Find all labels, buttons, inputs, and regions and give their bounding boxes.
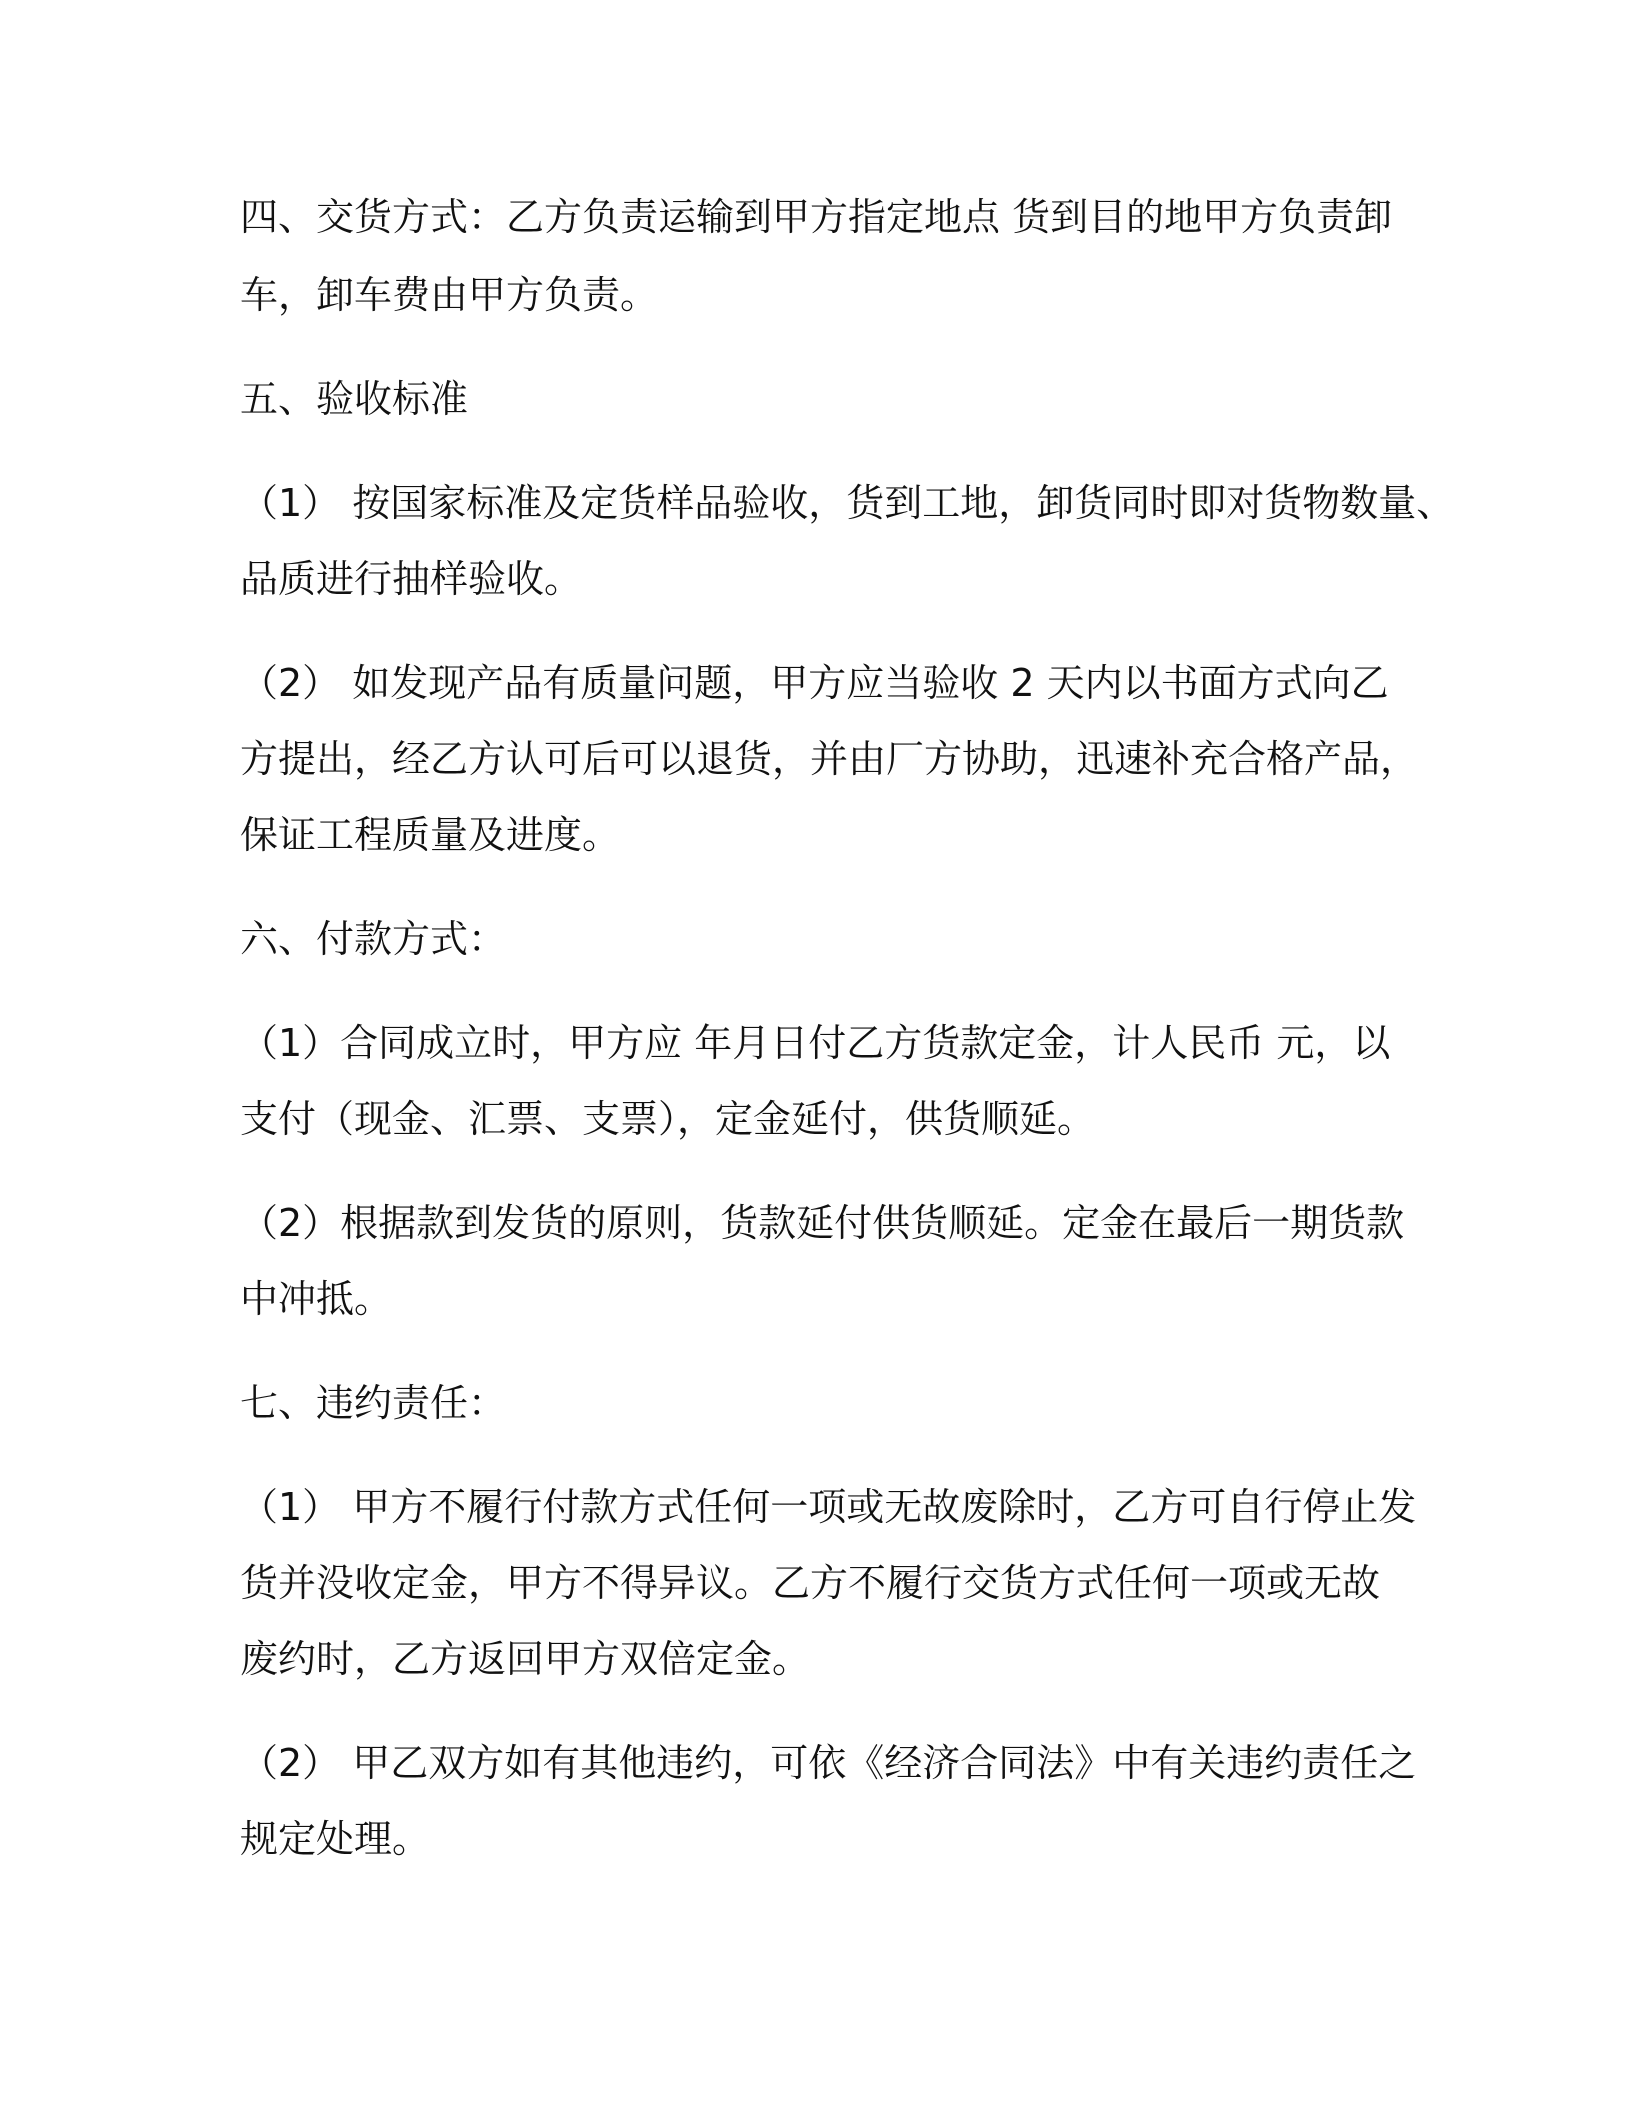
- section-5-heading: 五、验收标准: [240, 377, 469, 421]
- clause-5-1-line-1: （1） 按国家标准及定货样品验收，货到工地，卸货同时即对货物数量、: [240, 481, 1455, 525]
- section-7-heading: 七、违约责任：: [240, 1381, 507, 1425]
- section-6-heading: 六、付款方式：: [240, 917, 507, 961]
- clause-5-2-line-1: （2） 如发现产品有质量问题，甲方应当验收 2 天内以书面方式向乙: [240, 661, 1389, 705]
- clause-4-line-1: 四、交货方式：乙方负责运输到甲方指定地点 货到目的地甲方负责卸: [240, 195, 1393, 239]
- clause-4-line-2: 车，卸车费由甲方负责。: [240, 273, 659, 317]
- clause-6-2-line-1: （2）根据款到发货的原则，货款延付供货顺延。定金在最后一期货款: [240, 1201, 1405, 1245]
- clause-6-1-line-1: （1）合同成立时，甲方应 年月日付乙方货款定金，计人民币 元，以: [240, 1021, 1391, 1065]
- clause-6-2-line-2: 中冲抵。: [240, 1277, 393, 1321]
- clause-5-2-line-2: 方提出，经乙方认可后可以退货，并由厂方协助，迅速补充合格产品，: [240, 737, 1419, 781]
- clause-6-1-line-2: 支付（现金、汇票、支票），定金延付，供货顺延。: [240, 1097, 1096, 1141]
- clause-7-1-line-2: 货并没收定金，甲方不得异议。乙方不履行交货方式任何一项或无故: [240, 1561, 1381, 1605]
- clause-7-2-line-1: （2） 甲乙双方如有其他违约，可依《经济合同法》中有关违约责任之: [240, 1741, 1417, 1785]
- clause-5-2-line-3: 保证工程质量及进度。: [240, 813, 621, 857]
- clause-7-1-line-1: （1） 甲方不履行付款方式任何一项或无故废除时，乙方可自行停止发: [240, 1485, 1417, 1529]
- clause-7-2-line-2: 规定处理。: [240, 1817, 431, 1861]
- clause-5-1-line-2: 品质进行抽样验收。: [240, 557, 583, 601]
- clause-7-1-line-3: 废约时，乙方返回甲方双倍定金。: [240, 1637, 811, 1681]
